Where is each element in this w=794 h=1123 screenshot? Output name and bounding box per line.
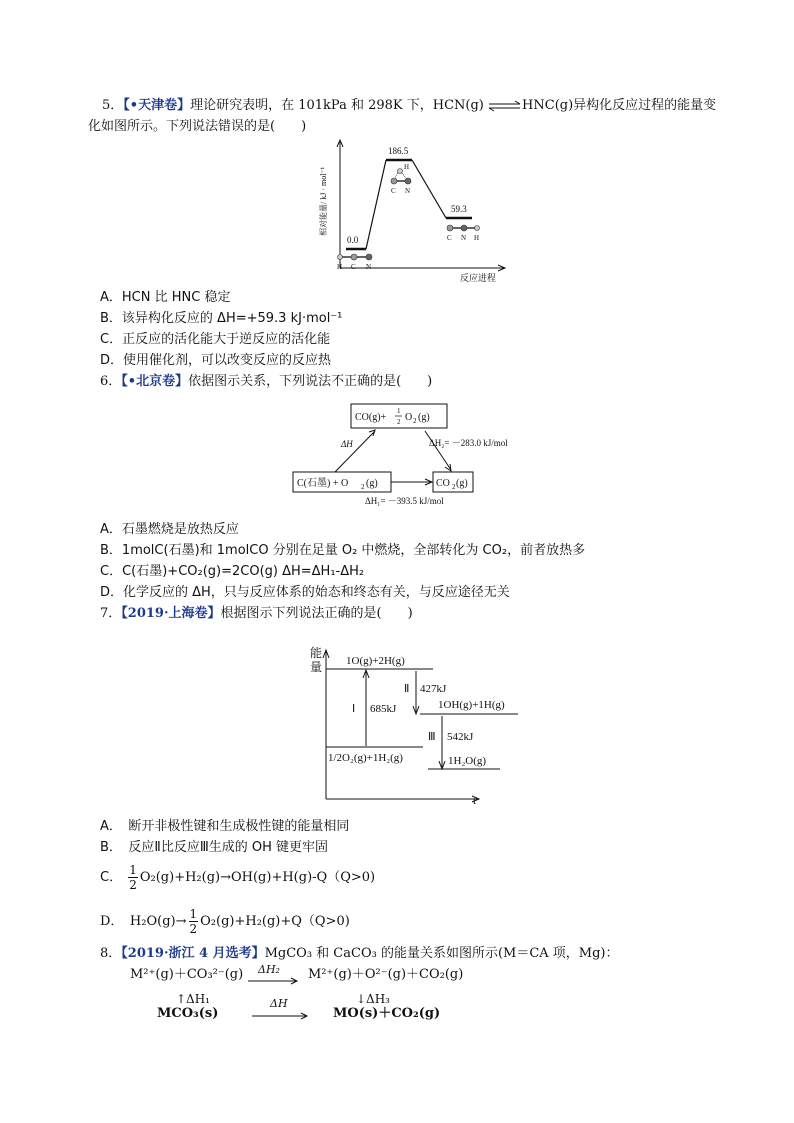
q5-option-b: B．该异构化反应的 ΔH=+59.3 kJ·mol⁻¹ (100, 311, 343, 326)
q6-box-top-a: CO(g)+ (355, 412, 387, 423)
q5-level-end: 59.3 (451, 204, 467, 214)
q5-atom-start-1: C (351, 263, 356, 271)
q8-stem (100, 945, 619, 963)
svg-text:2: 2 (452, 483, 456, 491)
q6-option-c: C．C(石墨)+CO₂(g)=2CO(g) ΔH=ΔH₁-ΔH₂ (100, 564, 365, 579)
q6-box-right: CO (436, 478, 450, 489)
q7-level-bottom: 1H₂O(g) (448, 755, 487, 767)
q7-option-d-prefix: D． H₂O(g)→ (100, 914, 187, 929)
q5-stem-line1 (102, 97, 716, 115)
q6-stem-text: 依据图示关系，下列说法不正确的是( ) (188, 374, 433, 389)
q5-level-start: 0.0 (347, 235, 359, 245)
q5-atom-start-0: H (337, 263, 343, 271)
q7-option-c-fraction: $\frac{1}{2}$ (129, 863, 137, 892)
q5-source: 【•天津卷】 (123, 98, 191, 113)
q6-source: 【•北京卷】 (121, 374, 189, 389)
q6-option-b: B．1molC(石墨)和 1molCO 分别在足量 O₂ 中燃烧，全部转化为 CO₂，前者放热多 (100, 543, 586, 558)
q5-molecule-ts (391, 163, 411, 195)
q8-right-arrow-label: ↓ΔH₃ (356, 992, 390, 1006)
svg-text:(g): (g) (366, 478, 378, 489)
q5-option-c: C．正反应的活化能大于逆反应的活化能 (100, 332, 331, 347)
q5-atom-ts-1: N (405, 187, 411, 195)
q5-level-ts: 186.5 (388, 146, 409, 156)
q5-option-d: D．使用催化剂，可以改变反应的反应热 (100, 353, 332, 368)
q7-y-axis-label-2: 量 (310, 660, 323, 674)
q8-source: 【2019·浙江 4 月选考】 (121, 946, 265, 961)
q5-option-a: A．HCN 比 HNC 稳定 (100, 290, 231, 305)
q8-bottom-left: MCO₃(s) (157, 1006, 219, 1021)
equilibrium-arrow-icon (488, 101, 522, 111)
q7-stem-text: 根据图示下列说法正确的是( ) (220, 606, 413, 621)
q7-level-mid: 1OH(g)+1H(g) (438, 699, 505, 711)
q7-option-d-text: O₂(g)+H₂(g)+Q（Q>0) (200, 914, 350, 929)
q5-stem-a: 理论研究表明，在 101kPa 和 298K 下，HCN(g) (190, 98, 484, 113)
q5-atom-ts-top: H (404, 163, 410, 171)
q6-option-d: D．化学反应的 ΔH，只与反应体系的始态和终态有关，与反应途径无关 (100, 585, 510, 600)
q6-dH2-label: ΔH₂= －283.0 kJ/mol (429, 438, 508, 448)
q7-option-c (100, 860, 375, 896)
q5-atom-ts-0: C (391, 187, 396, 195)
q8-bottom-arrow-label: ΔH (270, 997, 288, 1010)
q7-step-I: Ⅰ (352, 703, 356, 715)
q6-stem (100, 373, 432, 391)
q5-energy-diagram (312, 136, 512, 286)
q7-energy-diagram (308, 644, 528, 809)
q8-stem-text: MgCO₃ 和 CaCO₃ 的能量关系如图所示(M＝CA 项，Mg)： (264, 946, 619, 961)
q5-y-axis-label: 相对能量/ kJ · mol⁻¹ (319, 166, 328, 236)
q7-number: 7． (100, 606, 122, 621)
q7-step-I-value: 685kJ (370, 703, 397, 715)
q7-stem (100, 605, 413, 623)
q6-frac-den: 2 (397, 418, 401, 426)
svg-text:2: 2 (361, 483, 365, 491)
q6-frac-num: 1 (397, 407, 401, 415)
q8-left-arrow-label: ↑ΔH₁ (176, 992, 210, 1006)
q6-option-a: A．石墨燃烧是放热反应 (100, 522, 239, 537)
q7-level-top: 1O(g)+2H(g) (346, 655, 405, 667)
q7-option-d-fraction: $\frac{1}{2}$ (189, 907, 198, 936)
q7-option-b: B． 反应Ⅱ比反应Ⅲ生成的 OH 键更牢固 (100, 840, 329, 855)
q7-step-II-value: 427kJ (420, 683, 447, 695)
q5-stem-b: HNC(g)异构化反应过程的能量变 (522, 98, 717, 113)
q7-level-low: 1/2O₂(g)+1H₂(g) (328, 752, 403, 764)
q8-bottom-arrow-icon (252, 1012, 310, 1020)
q5-atom-start-2: N (366, 263, 372, 271)
q7-y-axis-label-1: 能 (310, 646, 323, 660)
q7-x-axis-label: t (473, 795, 477, 807)
q6-number: 6． (100, 374, 122, 389)
q5-number: 5． (102, 98, 124, 113)
q8-top-arrow-icon (248, 977, 300, 985)
q8-bottom-right: MO(s)＋CO₂(g) (333, 1006, 441, 1021)
q7-option-a: A． 断开非极性键和生成极性键的能量相同 (100, 819, 350, 834)
q7-step-III-value: 542kJ (447, 731, 474, 743)
q7-option-c-text: O₂(g)+H₂(g)→OH(g)+H(g)-Q（Q>0) (139, 870, 376, 885)
q7-step-III: Ⅲ (428, 731, 436, 743)
svg-text:(g): (g) (418, 412, 430, 423)
q8-top-arrow-label: ΔH₂ (258, 963, 280, 976)
svg-text:(g): (g) (456, 478, 468, 489)
q6-hess-cycle-diagram (285, 398, 545, 510)
q6-dH-label: ΔH (341, 439, 353, 449)
q8-number: 8． (100, 946, 122, 961)
q7-source: 【2019·上海卷】 (121, 606, 221, 621)
q5-atom-end-0: C (447, 234, 452, 242)
q5-x-axis-label: 反应进程 (460, 273, 497, 283)
q7-step-II: Ⅱ (404, 683, 410, 695)
q6-box-top-b: O (405, 412, 413, 423)
q7-option-d (100, 904, 350, 940)
q8-top-right: M²⁺(g)＋O²⁻(g)＋CO₂(g) (308, 967, 464, 982)
q5-atom-end-1: N (461, 234, 467, 242)
q7-option-c-prefix: C． (100, 870, 123, 885)
svg-text:2: 2 (413, 417, 417, 425)
q6-dH1-label: ΔH₁= －393.5 kJ/mol (365, 496, 444, 506)
q5-atom-end-2: H (474, 234, 480, 242)
q5-stem-line2: 化如图所示。下列说法错误的是( ) (88, 119, 307, 134)
q5-molecule-end (447, 225, 480, 242)
q6-box-left: C(石墨) + O (297, 478, 349, 489)
q8-top-left: M²⁺(g)＋CO₃²⁻(g) (130, 967, 244, 982)
